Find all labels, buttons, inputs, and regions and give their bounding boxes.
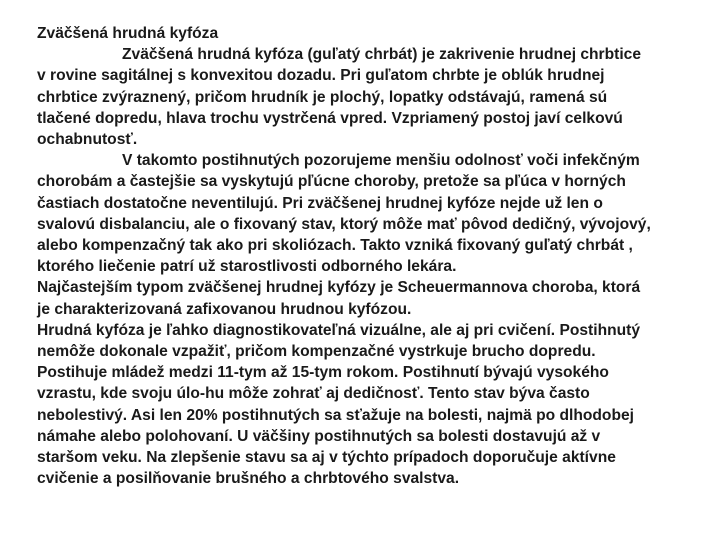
text-line: námahe alebo polohovaní. U väčšiny postihnutých sa bolesti dostavujú až v xyxy=(37,427,601,445)
text-line: Zväčšená hrudná kyfóza (guľatý chrbát) je zakrivenie hrudnej chrbtice xyxy=(122,46,642,64)
document-heading: Zväčšená hrudná kyfóza xyxy=(37,25,219,42)
text-line: v rovine sagitálnej s konvexitou dozadu. Pri guľatom chrbte je oblúk hrudnej xyxy=(37,67,605,85)
text-line: chrbtice zvýraznený, pričom hrudník je plochý, lopatky odstávajú, ramená sú xyxy=(37,88,608,106)
text-line: ktorého liečenie patrí už starostlivosti odborného lekára. xyxy=(37,258,457,276)
text-line: Hrudná kyfóza je ľahko diagnostikovateľná vizuálne, ale aj pri cvičení. Postihnutý xyxy=(37,321,641,339)
text-line: vzrastu, kde svoju úlo-hu môže zohrať aj dedičnosť. Tento stav býva často xyxy=(37,385,590,403)
text-line: Najčastejším typom zväčšenej hrudnej kyfózy je Scheuermannova choroba, ktorá xyxy=(37,279,641,297)
text-line: V takomto postihnutých pozorujeme menšiu odolnosť voči infekčným xyxy=(122,152,640,170)
text-line: Postihuje mládež medzi 11-tym až 15-tym rokom. Postihnutí bývajú vysokého xyxy=(37,364,609,382)
text-line: svalovú disbalanciu, ale o fixovaný stav, ktorý môže mať pôvod dedičný, vývojový, xyxy=(37,215,651,233)
text-line: alebo kompenzačný tak ako pri skoliózach. Takto vzniká fixovaný guľatý chrbát , xyxy=(37,237,633,255)
text-line: ochabnutosť. xyxy=(37,131,138,149)
text-line: cvičenie a posilňovanie brušného a chrbtového svalstva. xyxy=(37,470,460,488)
text-line: staršom veku. Na zlepšenie stavu sa aj v týchto prípadoch doporučuje aktívne xyxy=(37,449,616,467)
text-line: chorobám a častejšie sa vyskytujú pľúcne choroby, pretože sa pľúca v horných xyxy=(37,173,626,191)
text-line: častiach dostatočne neventilujú. Pri zväčšenej hrudnej kyfóze nejde už len o xyxy=(37,194,603,212)
text-line: nebolestivý. Asi len 20% postihnutých sa sťažuje na bolesti, najmä po dlhodobej xyxy=(37,406,634,424)
text-line: nemôže dokonale vzpažiť, pričom kompenzačné vystrkuje brucho dopredu. xyxy=(37,343,596,361)
paragraph-scheuermann xyxy=(37,277,703,319)
text-line: je charakterizovaná zafixovanou hrudnou kyfózou. xyxy=(37,300,412,318)
paragraph-intro xyxy=(37,44,703,150)
document-body xyxy=(37,23,703,489)
paragraph-consequences xyxy=(37,150,703,277)
paragraph-diagnosis xyxy=(37,320,703,490)
text-line: tlačené dopredu, hlava trochu vystrčená vpred. Vzpriamený postoj javí celkovú xyxy=(37,109,623,127)
